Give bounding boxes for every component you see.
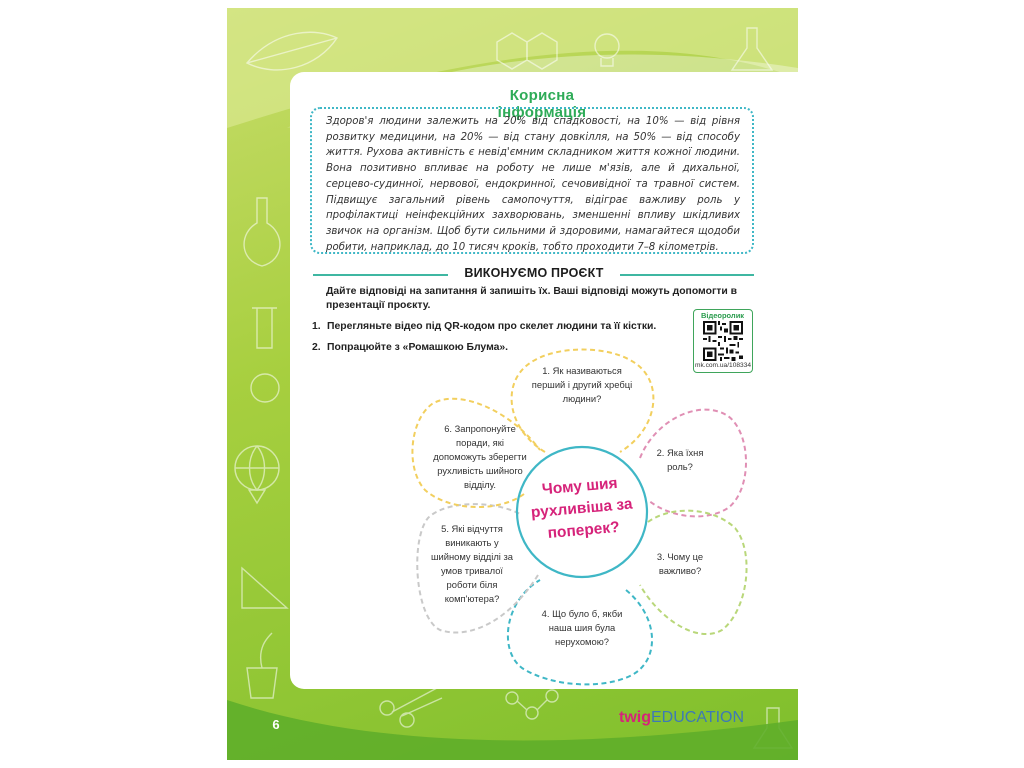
petal-5-text: 5. Які відчуття виникають у шийному відділі за умов тривалої роботи біля комп'ютера? [431,523,513,604]
qr-label: Відеоролик [700,311,745,320]
petal-6-text: 6. Запропонуйте поради, які допоможуть зберегти рухливість шийного відділу. [433,423,527,490]
petal-3-text: 3. Чому це важливо? [656,551,704,576]
project-instruction: Дайте відповіді на запитання й запишіть їх. Ваші відповіді можуть допомогти в презентації проєкту. [326,286,738,311]
center-question: Чому шия рухливіша за поперек? [530,474,634,543]
info-title: Корисна інформація [497,87,587,121]
task-number: 2. [312,342,321,353]
petal-2-text: 2. Яка їхня роль? [656,447,704,472]
section-title: ВИКОНУЄМО ПРОЄКТ [464,266,604,280]
publisher-logo [619,707,759,729]
task-text: Попрацюйте з «Ромашкою Блума». [327,342,509,353]
petal-1-text: 1. Як називаються перший і другий хребці людини? [531,365,633,404]
page-number: 6 [272,717,280,732]
task-number: 1. [312,321,321,332]
task-text: Перегляньте відео під QR-кодом про скелет людини та її кістки. [327,321,657,332]
petal-4-text: 4. Що було б, якби наша шия була нерухомою? [541,608,623,647]
logo-part-1: twig [619,709,651,726]
logo-part-2: EDUCATION [651,709,745,726]
qr-url: mk.com.ua/108334 [694,362,752,369]
info-text: Здоров'я людини залежить на 20% від спадковості, на 10% — від рівня розвитку медицини, на 20% — від стану довкілля, на 50% — від способу життя. Рухова активність є невід'ємним складником життя кожної людини. Вона позитивно впливає на роботу не лише м'язів, але й дихальної, серцево-судинної, нервової, ендокринної, сечовивідної та травної систем. Підвищує загальний рівень самопочуття, відіграє важливу роль у профілактиці неінфекційних захворювань, зменшенні впливу шкідливих звичок на організм. Щоб бути сильними й здоровими, намагайтеся щодоби робити, наприклад, до 10 тисяч кроків, тобто проходити 7–8 кілометрів. [326,116,740,253]
